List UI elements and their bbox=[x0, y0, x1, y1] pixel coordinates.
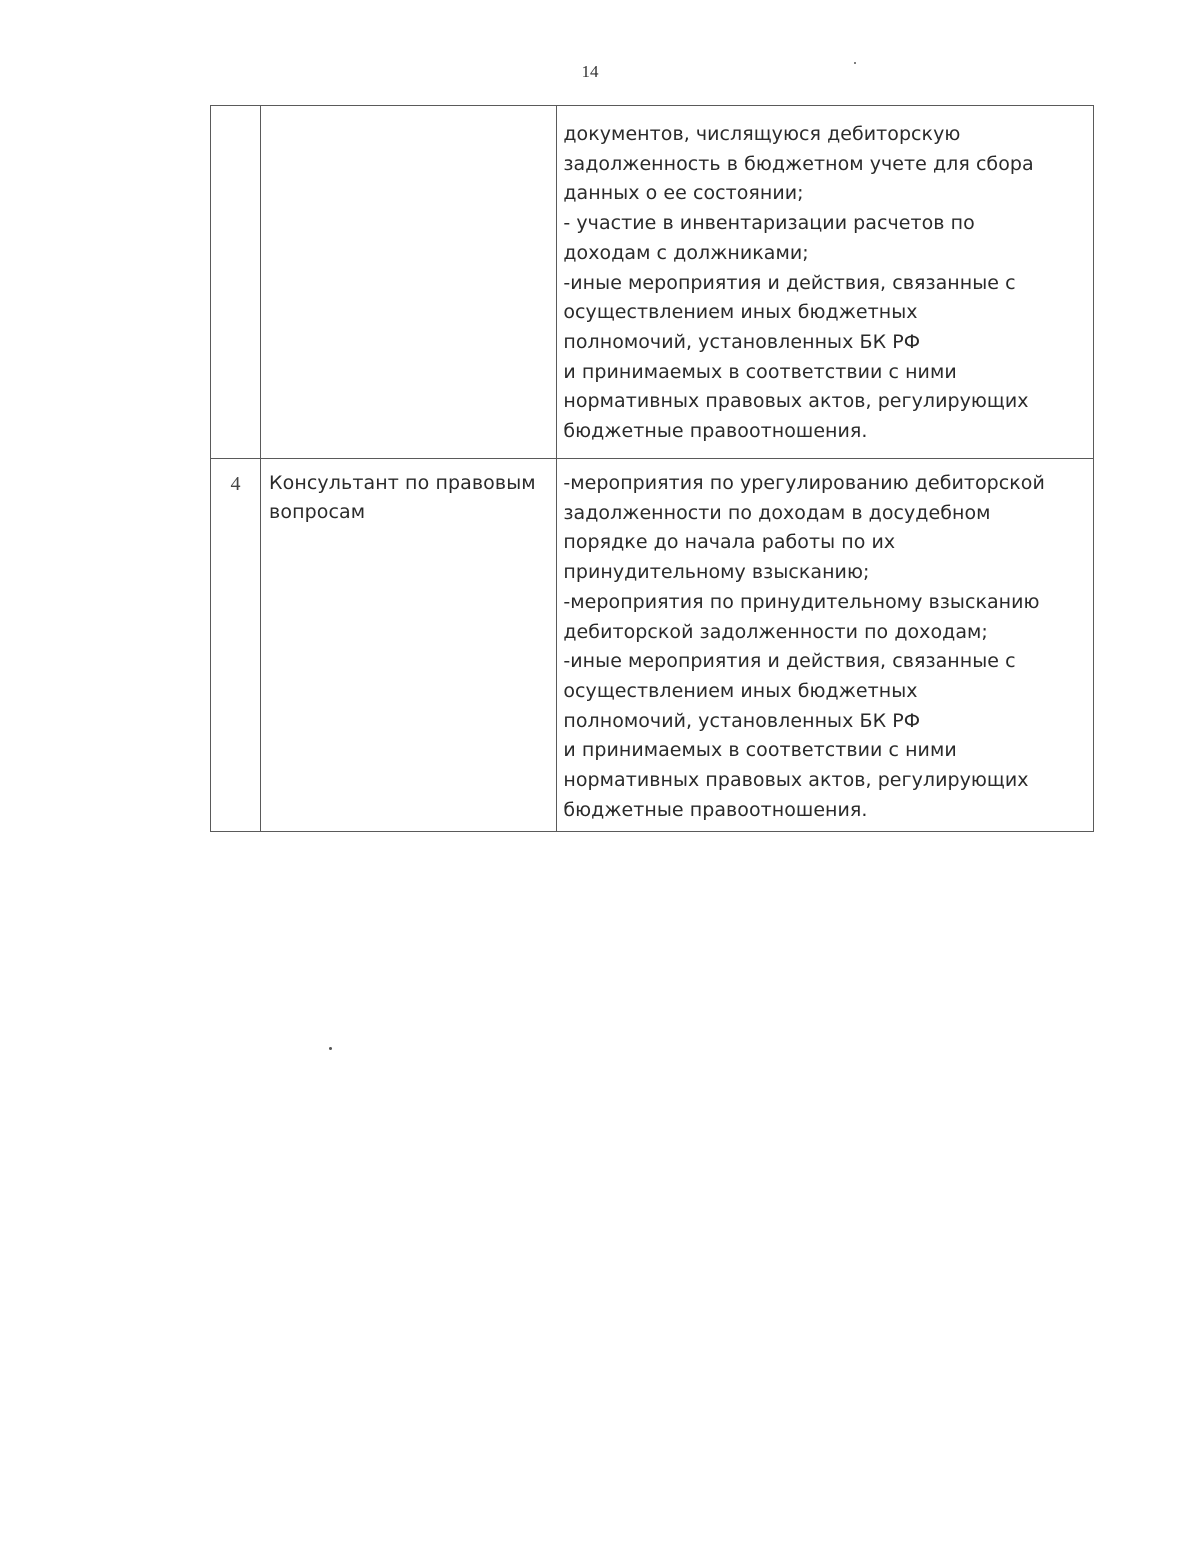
table-row bbox=[211, 459, 1094, 832]
row-number-cell bbox=[211, 459, 261, 832]
description-line: данных о ее состоянии; bbox=[563, 182, 804, 205]
responsibility-table bbox=[210, 105, 1094, 832]
description-line: дебиторской задолженности по доходам; bbox=[563, 620, 988, 643]
row-number-cell bbox=[211, 106, 261, 459]
description-line: -мероприятия по принудительному взысканию bbox=[563, 590, 1040, 613]
description-cell bbox=[557, 459, 1094, 832]
description-line: задолженности по доходам в досудебном bbox=[563, 501, 991, 524]
description-line: нормативных правовых актов, регулирующих bbox=[563, 769, 1029, 792]
description-line: -мероприятия по урегулированию дебиторской bbox=[563, 472, 1045, 494]
description-line: бюджетные правоотношения. bbox=[563, 798, 868, 821]
description-line: осуществлением иных бюджетных bbox=[563, 679, 918, 702]
role-text bbox=[261, 106, 556, 116]
description-line: принудительному взысканию; bbox=[563, 561, 870, 584]
description-line: документов, числящуюся дебиторскую bbox=[563, 123, 961, 145]
description-line: и принимаемых в соответствии с ними bbox=[563, 360, 957, 383]
page-number: 14 bbox=[581, 62, 599, 81]
description-line: -иные мероприятия и действия, связанные с bbox=[563, 650, 1016, 673]
role-text: Консультант по правовым вопросам bbox=[269, 472, 536, 523]
description-line: полномочий, установленных БК РФ bbox=[563, 709, 921, 732]
description-cell bbox=[557, 106, 1094, 459]
scan-speck bbox=[329, 1047, 332, 1050]
description-line: полномочий, установленных БК РФ bbox=[563, 330, 921, 353]
scan-speck bbox=[854, 62, 856, 64]
description-line: - участие в инвентаризации расчетов по bbox=[563, 212, 975, 235]
description-line: бюджетные правоотношения. bbox=[563, 420, 868, 443]
description-line: и принимаемых в соответствии с ними bbox=[563, 739, 957, 762]
description-line: задолженность в бюджетном учете для сбора bbox=[563, 152, 1034, 175]
table-row bbox=[211, 106, 1094, 459]
row-number: 4 bbox=[230, 473, 241, 495]
description-line: осуществлением иных бюджетных bbox=[563, 301, 918, 324]
description-line: порядке до начала работы по их bbox=[563, 531, 896, 554]
description-line: -иные мероприятия и действия, связанные с bbox=[563, 271, 1016, 294]
description-line: нормативных правовых актов, регулирующих bbox=[563, 390, 1029, 413]
role-cell bbox=[261, 459, 557, 832]
role-cell bbox=[261, 106, 557, 459]
description-line: доходам с должниками; bbox=[563, 241, 809, 264]
